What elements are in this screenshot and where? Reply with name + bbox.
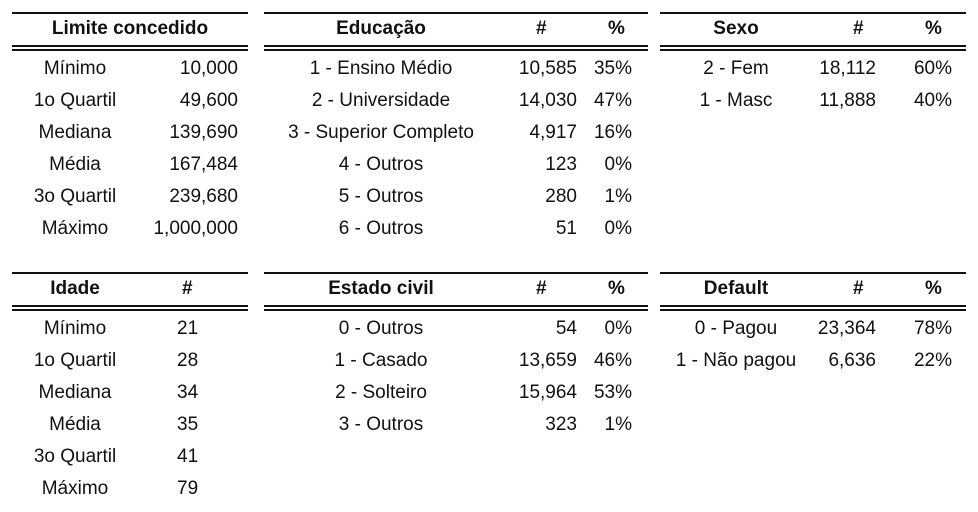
table-educacao <box>264 12 648 244</box>
header-count: # <box>536 18 547 39</box>
table-idade <box>12 272 248 504</box>
header-idade: Idade <box>50 278 100 299</box>
table-row: Máximo 1,000,000 <box>41 218 238 239</box>
table-row: 3o Quartil 41 <box>33 446 199 467</box>
table-row: Média 35 <box>49 414 199 435</box>
table-header <box>660 12 966 44</box>
table-row: 1 - Ensino Médio 10,585 35% <box>309 58 632 79</box>
table-default <box>660 272 966 376</box>
table-row: Mediana 139,690 <box>38 122 238 143</box>
table-row: 1 - Casado 13,659 46% <box>334 350 632 371</box>
table-row: 1o Quartil 28 <box>33 350 199 371</box>
header-pct: % <box>925 278 942 299</box>
table-row: 1o Quartil 49,600 <box>33 90 238 111</box>
table-header <box>660 272 966 304</box>
header-estado-civil: Estado civil <box>328 278 434 299</box>
table-row: 1 - Masc 11,888 40% <box>699 90 952 111</box>
table-row: 3 - Superior Completo 4,917 16% <box>288 122 632 143</box>
table-row: 3 - Outros 323 1% <box>338 414 632 435</box>
table-row: 1 - Não pagou 6,636 22% <box>675 350 952 371</box>
table-row: 2 - Universidade 14,030 47% <box>311 90 632 111</box>
table-header <box>12 272 248 304</box>
table-row: Máximo 79 <box>41 478 199 499</box>
header-default: Default <box>703 278 769 299</box>
header-pct: % <box>608 18 625 39</box>
header-pct: % <box>608 278 625 299</box>
header-pct: % <box>925 18 942 39</box>
header-count: # <box>536 278 547 299</box>
header-educacao: Educação <box>336 18 426 39</box>
table-limite-concedido <box>12 12 248 244</box>
table-header <box>264 272 648 304</box>
header-count: # <box>182 278 193 299</box>
header-count: # <box>853 18 864 39</box>
table-row: 4 - Outros 123 0% <box>338 154 632 175</box>
table-row: Mediana 34 <box>38 382 199 403</box>
header-count: # <box>853 278 864 299</box>
table-row: 5 - Outros 280 1% <box>338 186 632 207</box>
header-limite: Limite concedido <box>51 18 209 39</box>
table-row: 2 - Solteiro 15,964 53% <box>335 382 632 403</box>
table-estado-civil <box>264 272 648 440</box>
table-header <box>12 12 248 44</box>
table-row: Mínimo 21 <box>43 318 199 339</box>
table-row: 2 - Fem 18,112 60% <box>703 58 952 79</box>
table-row: 6 - Outros 51 0% <box>338 218 632 239</box>
table-row: 3o Quartil 239,680 <box>33 186 238 207</box>
table-row: Mínimo 10,000 <box>43 58 238 79</box>
table-row: Média 167,484 <box>49 154 238 175</box>
table-sexo <box>660 12 966 116</box>
table-row: 0 - Pagou 23,364 78% <box>694 318 952 339</box>
header-sexo: Sexo <box>713 18 759 39</box>
table-header <box>264 12 648 44</box>
table-row: 0 - Outros 54 0% <box>338 318 632 339</box>
